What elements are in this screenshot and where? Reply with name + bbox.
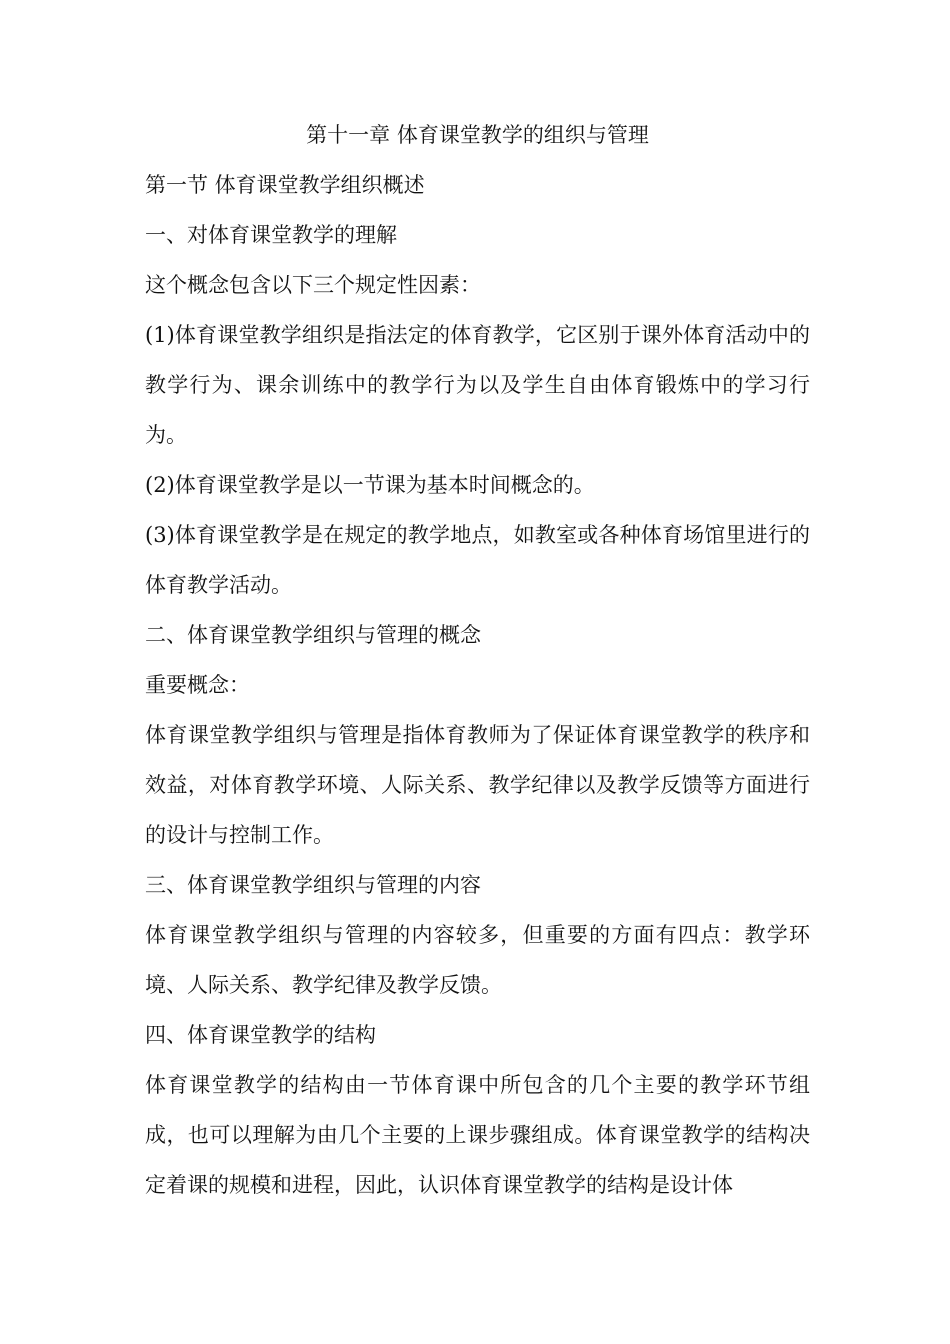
- document-body: [145, 110, 810, 1210]
- heading-understanding: 一、对体育课堂教学的理解: [145, 223, 397, 247]
- chapter-title: 第十一章 体育课堂教学的组织与管理: [306, 123, 649, 147]
- paragraph-important-concept-label: 重要概念：: [145, 673, 250, 697]
- paragraph-concept-definition: 体育课堂教学组织与管理是指体育教师为了保证体育课堂教学的秩序和效益，对体育教学环境、人际关系、教学纪律以及教学反馈等方面进行的设计与控制工作。: [145, 723, 810, 847]
- paragraph-structure: 体育课堂教学的结构由一节体育课中所包含的几个主要的教学环节组成，也可以理解为由几个主要的上课步骤组成。体育课堂教学的结构决定着课的规模和进程，因此，认识体育课堂教学的结构是设计体: [145, 1073, 810, 1197]
- paragraph-factor-3: (3)体育课堂教学是在规定的教学地点，如教室或各种体育场馆里进行的体育教学活动。: [145, 523, 810, 597]
- heading-structure: 四、体育课堂教学的结构: [145, 1023, 376, 1047]
- paragraph-content: 体育课堂教学组织与管理的内容较多，但重要的方面有四点：教学环境、人际关系、教学纪律及教学反馈。: [145, 923, 810, 997]
- section-title: 第一节 体育课堂教学组织概述: [145, 173, 425, 197]
- paragraph-factor-2: (2)体育课堂教学是以一节课为基本时间概念的。: [145, 473, 595, 497]
- paragraph-factor-1: (1)体育课堂教学组织是指法定的体育教学，它区别于课外体育活动中的教学行为、课余训练中的教学行为以及学生自由体育锻炼中的学习行为。: [145, 323, 810, 447]
- heading-content: 三、体育课堂教学组织与管理的内容: [145, 873, 481, 897]
- paragraph-factors-intro: 这个概念包含以下三个规定性因素：: [145, 273, 481, 297]
- heading-concept: 二、体育课堂教学组织与管理的概念: [145, 623, 481, 647]
